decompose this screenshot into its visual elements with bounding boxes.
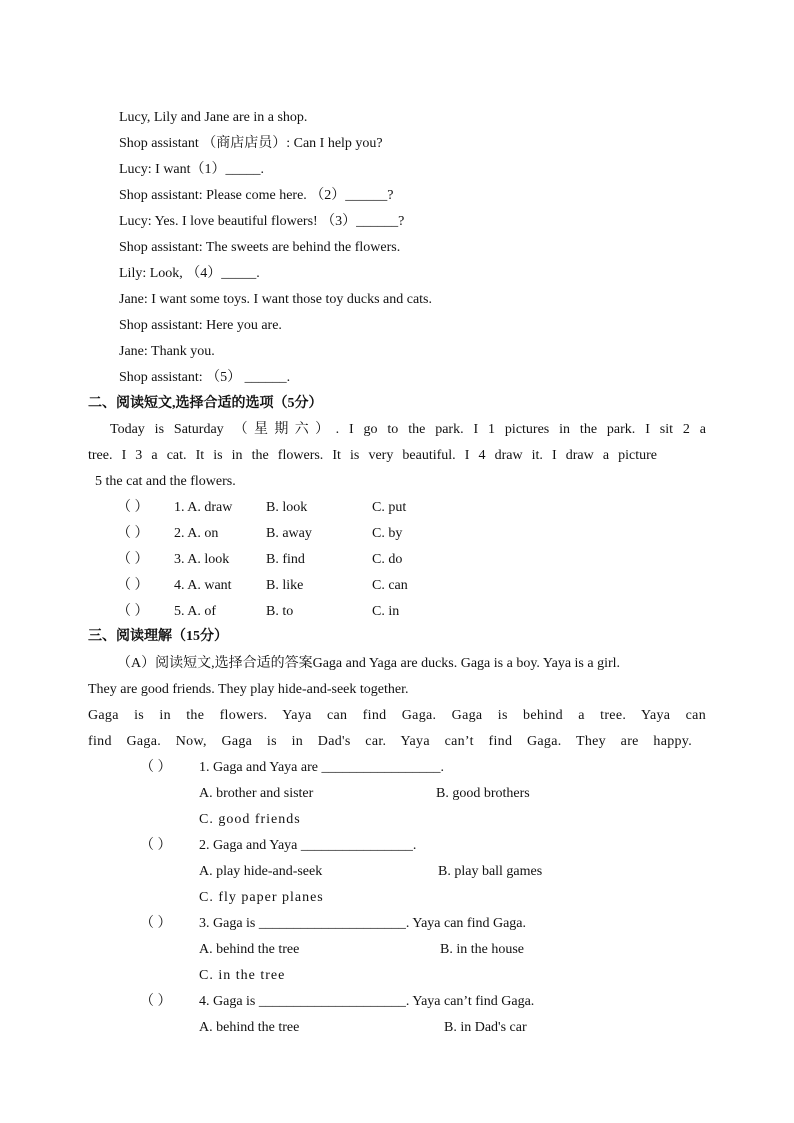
option-a: 3. A. look	[174, 552, 230, 567]
dialogue-line-8: Jane: I want some toys. I want those toy ducks and cats.	[119, 292, 432, 307]
section-2-passage-line-1: Today is Saturday （星期六）. I go to the park. I 1 pictures in the park. I sit 2 a	[110, 422, 706, 437]
option-a: 5. A. of	[174, 604, 216, 619]
dialogue-line-3: Lucy: I want（1）_____.	[119, 162, 265, 177]
dialogue-line-4: Shop assistant: Please come here. （2）______?	[119, 188, 394, 203]
section-3-passage-line-3: find Gaga. Now, Gaga is in Dad's car. Yaya can’t find Gaga. They are happy.	[88, 734, 692, 749]
option-a: A. behind the tree	[199, 1020, 300, 1035]
option-b: B. to	[266, 604, 294, 619]
section-3-passage-line-1: They are good friends. They play hide-and-seek together.	[88, 682, 409, 697]
option-a: 2. A. on	[174, 526, 219, 541]
question-stem: 1. Gaga and Yaya are _________________.	[199, 760, 444, 775]
section-3-intro-line: （A）阅读短文,选择合适的答案Gaga and Yaga are ducks. Gaga is a boy. Yaya is a girl.	[117, 656, 621, 671]
answer-bracket[interactable]: （ ）	[140, 916, 172, 931]
dialogue-line-5: Lucy: Yes. I love beautiful flowers! （3）______?	[119, 214, 405, 229]
dialogue-line-6: Shop assistant: The sweets are behind the flowers.	[119, 240, 401, 255]
option-c: C. by	[372, 526, 403, 541]
option-c: C. in	[372, 604, 400, 619]
dialogue-line-9: Shop assistant: Here you are.	[119, 318, 282, 333]
option-c: C. put	[372, 500, 407, 515]
option-c: C. good friends	[199, 812, 301, 827]
answer-bracket[interactable]: （ ）	[140, 760, 172, 775]
option-b: B. look	[266, 500, 308, 515]
answer-bracket[interactable]: （ ）	[117, 552, 149, 567]
question-stem: 3. Gaga is _____________________. Yaya can find Gaga.	[199, 916, 527, 931]
question-stem: 4. Gaga is _____________________. Yaya can’t find Gaga.	[199, 994, 535, 1009]
dialogue-line-11: Shop assistant: （5） ______.	[119, 370, 291, 385]
option-c: C. can	[372, 578, 408, 593]
answer-bracket[interactable]: （ ）	[117, 500, 149, 515]
option-b: B. away	[266, 526, 312, 541]
answer-bracket[interactable]: （ ）	[117, 578, 149, 593]
answer-bracket[interactable]: （ ）	[117, 526, 149, 541]
question-stem: 2. Gaga and Yaya ________________.	[199, 838, 417, 853]
option-a: A. play hide-and-seek	[199, 864, 323, 879]
option-b: B. good brothers	[436, 786, 530, 801]
dialogue-line-1: Lucy, Lily and Jane are in a shop.	[119, 110, 308, 125]
dialogue-line-2: Shop assistant （商店店员）: Can I help you?	[119, 136, 383, 151]
dialogue-line-10: Jane: Thank you.	[119, 344, 215, 359]
option-a: A. behind the tree	[199, 942, 300, 957]
option-b: B. find	[266, 552, 305, 567]
option-a: 4. A. want	[174, 578, 232, 593]
section-3-heading: 三、阅读理解（15分）	[88, 629, 228, 644]
option-b: B. like	[266, 578, 304, 593]
dialogue-line-7: Lily: Look, （4）_____.	[119, 266, 260, 281]
answer-bracket[interactable]: （ ）	[117, 604, 149, 619]
option-b: B. in Dad's car	[444, 1020, 527, 1035]
section-2-heading: 二、阅读短文,选择合适的选项（5分）	[88, 396, 323, 411]
option-b: B. play ball games	[438, 864, 543, 879]
section-3-passage-line-2: Gaga is in the flowers. Yaya can find Gaga. Gaga is behind a tree. Yaya can	[88, 708, 706, 723]
section-2-passage-line-2: tree. I 3 a cat. It is in the flowers. It is very beautiful. I 4 draw it. I draw a picture	[88, 448, 657, 463]
option-b: B. in the house	[440, 942, 524, 957]
answer-bracket[interactable]: （ ）	[140, 994, 172, 1009]
option-a: A. brother and sister	[199, 786, 314, 801]
section-2-passage-line-3: 5 the cat and the flowers.	[95, 474, 236, 489]
option-c: C. in the tree	[199, 968, 286, 983]
option-c: C. fly paper planes	[199, 890, 324, 905]
option-c: C. do	[372, 552, 403, 567]
answer-bracket[interactable]: （ ）	[140, 838, 172, 853]
option-a: 1. A. draw	[174, 500, 233, 515]
